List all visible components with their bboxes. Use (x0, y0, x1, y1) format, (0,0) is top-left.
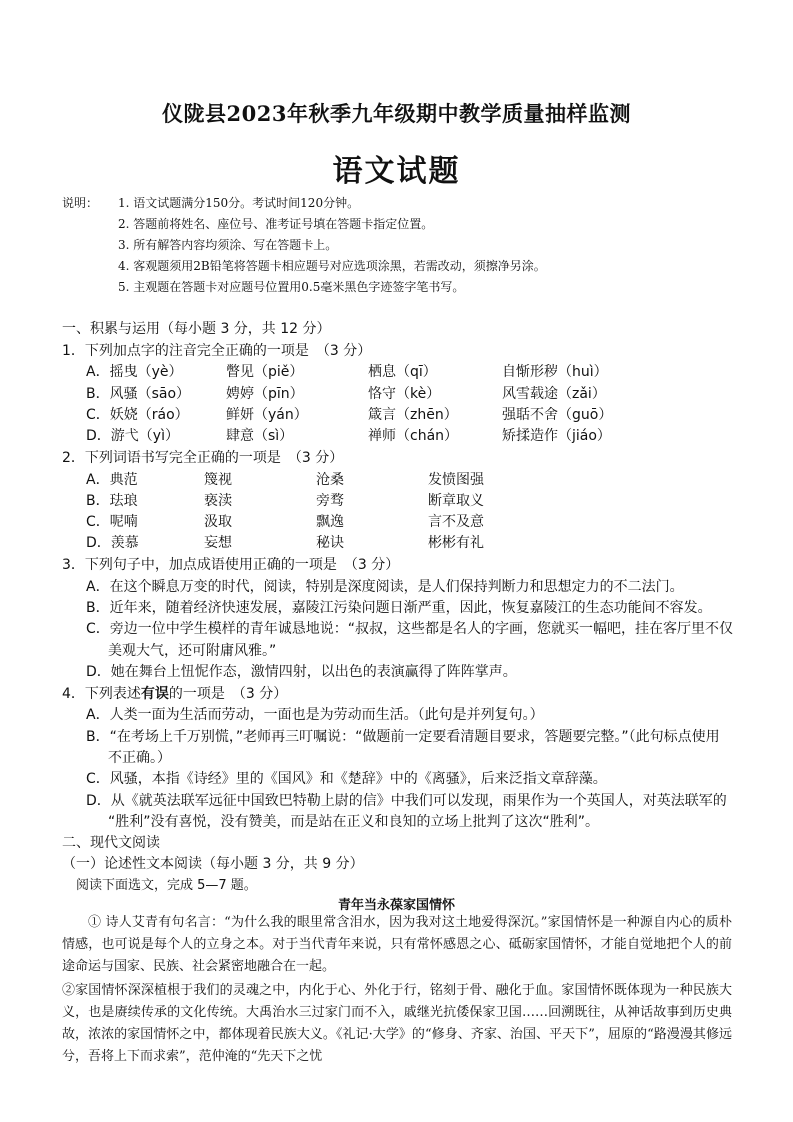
q1-c-2: 鲜妍（yán） (226, 407, 308, 423)
note-item: 5. 主观题在答题卡对应题号位置用0.5毫米黑色字迹签字笔书写。 (118, 280, 465, 294)
q1-b-3: 恪守（kè） (368, 386, 441, 402)
q1-option-c (86, 404, 612, 424)
q1-b-2: 娉婷（pīn） (226, 386, 304, 402)
q3-option-c: C．旁边一位中学生模样的青年诚恳地说：“叔叔，这些都是名人的字画，您就买一幅吧，挂在客厅里不仅 (86, 621, 734, 637)
q2-c-4: 言不及意 (428, 514, 484, 530)
q4-option-b: B．“在考场上千万别慌，”老师再三叮嘱说：“做题前一定要看清题目要求，答题要完整。”（此句标点使用 (86, 729, 720, 745)
q1-d-1: D．游弋（yì） (86, 428, 179, 444)
q2-b-1: B．珐琅 (86, 493, 138, 509)
q4-stem-post: 的一项是 （3 分） (168, 686, 288, 702)
q4-option-d: D．从《就英法联军远征中国致巴特勒上尉的信》中我们可以发现，雨果作为一个英国人，对英法联军的 (86, 793, 727, 809)
q2-b-3: 旁骛 (316, 493, 344, 509)
q4-stem (62, 683, 287, 703)
article-paragraph-1: ① 诗人艾青有句名言：“为什么我的眼里常含泪水，因为我对这土地爱得深沉。”家国情怀是一种源自内心的质朴情感，也可说是每个人的立身之本。对于当代青年来说，只有常怀感恩之心、砥砺家国情怀，才能自觉地把个人的前途命运与国家、民族、社会紧密地融合在一起。 (62, 915, 732, 974)
note-item: 4. 客观题须用2B铅笔将答题卡相应题号对应选项涂黑，若需改动，须擦净另涂。 (118, 259, 546, 273)
q2-stem: 2．下列词语书写完全正确的一项是 （3 分） (62, 450, 344, 466)
q2-option-c (86, 511, 484, 531)
article-paragraph-2: ②家国情怀深深植根于我们的灵魂之中，内化于心、外化于行，铭刻于骨、融化于血。家国情怀既体现为一种民族大义，也是赓续传承的文化传统。大禹治水三过家门而不入，戚继光抗倭保家卫国……回溯既往，从神话故事到历史典故，浓浓的家国情怀之中，都体现着民族大义。《礼记·大学》的“修身、齐家、治国、平天下”，屈原的“路漫漫其修远兮，吾将上下而求索”，范仲淹的“先天下之忧 (62, 983, 732, 1064)
q2-option-a (86, 469, 484, 489)
q2-b-2: 亵渎 (204, 493, 232, 509)
q4-option-a: A．人类一面为生活而劳动，一面也是为劳动而生活。（此句是并列复句。） (86, 707, 544, 723)
q2-a-3: 沧桑 (316, 472, 344, 488)
q1-stem: 1．下列加点字的注音完全正确的一项是 （3 分） (62, 343, 372, 359)
q1-c-1: C．妖娆（ráo） (86, 407, 189, 423)
q1-a-4: 自惭形秽（huì） (502, 364, 608, 380)
section1-heading: 一、积累与运用（每小题 3 分，共 12 分） (62, 321, 331, 337)
q1-a-2: 瞥见（piě） (226, 364, 304, 380)
q2-option-d (86, 532, 484, 552)
q2-d-3: 秘诀 (316, 535, 344, 551)
q4-stem-emphasis: 有误 (140, 686, 169, 702)
section2-heading: 二、现代文阅读 (62, 835, 160, 851)
q1-c-3: 箴言（zhēn） (368, 407, 458, 423)
q2-d-2: 妄想 (204, 535, 232, 551)
reading-instruction: 阅读下面选文，完成 5—7 题。 (76, 878, 257, 893)
q1-b-1: B．风骚（sāo） (86, 386, 191, 402)
q2-option-b (86, 490, 484, 510)
q2-a-2: 篾视 (204, 472, 232, 488)
q4-option-d-cont: “胜利”没有喜悦，没有赞美，而是站在正义和良知的立场上批判了这次“胜利”。 (108, 814, 600, 830)
q2-d-1: D．羡慕 (86, 535, 139, 551)
q1-d-3: 禅师（chán） (368, 428, 459, 444)
q2-b-4: 断章取义 (428, 493, 484, 509)
q2-c-1: C．呢喃 (86, 514, 138, 530)
q3-option-d: D．她在舞台上忸怩作态，激情四射，以出色的表演赢得了阵阵掌声。 (86, 664, 517, 680)
q1-c-4: 强聒不舍（guō） (502, 407, 613, 423)
q1-option-b (86, 383, 606, 403)
q4-option-c: C．风骚，本指《诗经》里的《国风》和《楚辞》中的《离骚》，后来泛指文章辞藻。 (86, 771, 607, 787)
q2-d-4: 彬彬有礼 (428, 535, 484, 551)
notes-label: 说明： (62, 196, 99, 210)
q3-stem: 3．下列句子中，加点成语使用正确的一项是 （3 分） (62, 557, 400, 573)
q3-option-a: A．在这个瞬息万变的时代，阅读，特别是深度阅读，是人们保持判断力和思想定力的不二法门。 (86, 579, 684, 595)
subject-title: 语文试题 (332, 154, 461, 189)
q2-c-2: 汲取 (204, 514, 232, 530)
q1-option-d (86, 425, 611, 445)
note-item: 3. 所有解答内容均须涂、写在答题卡上。 (118, 238, 338, 252)
q4-option-b-cont: 不正确。） (108, 750, 171, 766)
note-item: 1. 语文试题满分150分。考试时间120分钟。 (118, 196, 360, 210)
q2-c-3: 飘逸 (316, 514, 344, 530)
q1-d-2: 肆意（sì） (226, 428, 294, 444)
exam-title: 仪陇县2023年秋季九年级期中教学质量抽样监测 (162, 101, 631, 126)
q1-d-4: 矫揉造作（jiáo） (502, 428, 611, 444)
note-item: 2. 答题前将姓名、座位号、准考证号填在答题卡指定位置。 (118, 217, 434, 231)
q3-option-c-cont: 美观大气，还可附庸风雅。” (108, 643, 277, 659)
q1-b-4: 风雪载途（zǎi） (502, 386, 606, 402)
q1-option-a (86, 361, 608, 381)
q1-a-1: A．摇曳（yè） (86, 364, 183, 380)
q1-a-3: 栖息（qī） (368, 364, 437, 380)
q2-a-4: 发愤图强 (428, 472, 484, 488)
section2-subheading: （一）论述性文本阅读（每小题 3 分，共 9 分） (62, 856, 364, 872)
q4-stem-pre: 4．下列表述 (62, 686, 141, 702)
q2-a-1: A．典范 (86, 472, 138, 488)
q3-option-b: B．近年来，随着经济快速发展，嘉陵江污染问题日渐严重，因此，恢复嘉陵江的生态功能间不容发。 (86, 600, 712, 616)
article-title: 青年当永葆家国情怀 (337, 898, 455, 913)
